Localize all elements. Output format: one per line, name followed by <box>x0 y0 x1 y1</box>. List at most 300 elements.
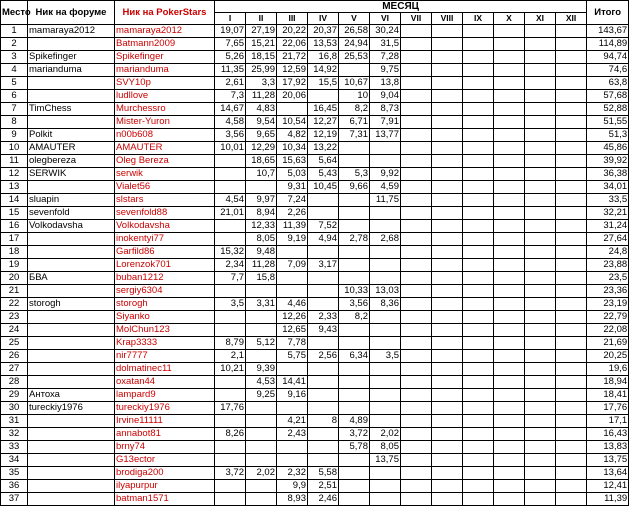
month-1-cell: 2,34 <box>215 259 246 272</box>
month-4-cell <box>308 376 339 389</box>
month-12-cell <box>556 64 587 77</box>
header-total: Итого <box>587 1 629 25</box>
header-month-9: IX <box>463 13 494 25</box>
month-3-cell: 2,32 <box>277 467 308 480</box>
table-row <box>1 103 629 116</box>
month-5-cell: 3,56 <box>339 298 370 311</box>
pokerstars-nick-cell: batman1571 <box>115 493 215 506</box>
month-6-cell <box>370 155 401 168</box>
table-row <box>1 454 629 467</box>
month-8-cell <box>432 207 463 220</box>
total-cell: 24,8 <box>587 246 629 259</box>
month-8-cell <box>432 311 463 324</box>
place-cell: 33 <box>1 441 28 454</box>
month-1-cell <box>215 389 246 402</box>
month-3-cell <box>277 402 308 415</box>
table-row <box>1 376 629 389</box>
month-12-cell <box>556 51 587 64</box>
place-cell: 24 <box>1 324 28 337</box>
month-2-cell: 9,39 <box>246 363 277 376</box>
table-row <box>1 129 629 142</box>
month-6-cell: 9,92 <box>370 168 401 181</box>
pokerstars-nick-cell: brny74 <box>115 441 215 454</box>
month-5-cell: 5,78 <box>339 441 370 454</box>
pokerstars-nick-cell: Batmann2009 <box>115 38 215 51</box>
month-3-cell: 22,06 <box>277 38 308 51</box>
place-cell: 11 <box>1 155 28 168</box>
table-row <box>1 402 629 415</box>
forum-nick-cell: Polkit <box>28 129 115 142</box>
month-2-cell: 12,29 <box>246 142 277 155</box>
month-11-cell <box>525 259 556 272</box>
forum-nick-cell <box>28 415 115 428</box>
month-1-cell: 5,26 <box>215 51 246 64</box>
place-cell: 22 <box>1 298 28 311</box>
total-cell: 20,25 <box>587 350 629 363</box>
forum-nick-cell <box>28 77 115 90</box>
month-10-cell <box>494 51 525 64</box>
month-2-cell: 18,15 <box>246 51 277 64</box>
pokerstars-nick-cell: Irvine11111 <box>115 415 215 428</box>
forum-nick-cell <box>28 480 115 493</box>
pokerstars-nick-cell: oxatan44 <box>115 376 215 389</box>
month-2-cell <box>246 402 277 415</box>
month-4-cell <box>308 298 339 311</box>
header-month-3: III <box>277 13 308 25</box>
month-10-cell <box>494 142 525 155</box>
total-cell: 45,86 <box>587 142 629 155</box>
month-5-cell: 10,67 <box>339 77 370 90</box>
total-cell: 34,01 <box>587 181 629 194</box>
table-row <box>1 389 629 402</box>
total-cell: 13,75 <box>587 454 629 467</box>
table-row <box>1 77 629 90</box>
month-1-cell: 4,54 <box>215 194 246 207</box>
month-11-cell <box>525 25 556 38</box>
month-2-cell: 2,02 <box>246 467 277 480</box>
month-3-cell: 9,9 <box>277 480 308 493</box>
month-4-cell: 2,56 <box>308 350 339 363</box>
total-cell: 39,92 <box>587 155 629 168</box>
month-6-cell: 31,5 <box>370 38 401 51</box>
month-7-cell <box>401 233 432 246</box>
month-7-cell <box>401 467 432 480</box>
month-8-cell <box>432 103 463 116</box>
month-12-cell <box>556 454 587 467</box>
forum-nick-cell <box>28 285 115 298</box>
month-11-cell <box>525 194 556 207</box>
month-3-cell: 9,16 <box>277 389 308 402</box>
table-row <box>1 25 629 38</box>
month-5-cell: 4,89 <box>339 415 370 428</box>
month-8-cell <box>432 246 463 259</box>
month-9-cell <box>463 285 494 298</box>
month-11-cell <box>525 376 556 389</box>
month-8-cell <box>432 324 463 337</box>
month-3-cell: 8,93 <box>277 493 308 506</box>
month-4-cell: 14,92 <box>308 64 339 77</box>
table-row <box>1 168 629 181</box>
month-6-cell <box>370 246 401 259</box>
month-10-cell <box>494 415 525 428</box>
total-cell: 21,69 <box>587 337 629 350</box>
month-8-cell <box>432 389 463 402</box>
month-2-cell <box>246 285 277 298</box>
pokerstars-nick-cell: slstars <box>115 194 215 207</box>
month-11-cell <box>525 90 556 103</box>
month-6-cell <box>370 415 401 428</box>
month-10-cell <box>494 298 525 311</box>
month-8-cell <box>432 129 463 142</box>
month-11-cell <box>525 493 556 506</box>
total-cell: 12,41 <box>587 480 629 493</box>
month-5-cell: 3,72 <box>339 428 370 441</box>
forum-nick-cell <box>28 181 115 194</box>
total-cell: 31,24 <box>587 220 629 233</box>
month-4-cell <box>308 454 339 467</box>
month-12-cell <box>556 441 587 454</box>
month-2-cell: 10,7 <box>246 168 277 181</box>
month-3-cell: 20,22 <box>277 25 308 38</box>
forum-nick-cell: Volkodavsha <box>28 220 115 233</box>
month-2-cell: 5,12 <box>246 337 277 350</box>
place-cell: 18 <box>1 246 28 259</box>
month-6-cell: 7,91 <box>370 116 401 129</box>
month-11-cell <box>525 155 556 168</box>
month-10-cell <box>494 103 525 116</box>
month-9-cell <box>463 324 494 337</box>
month-5-cell <box>339 155 370 168</box>
month-6-cell: 13,03 <box>370 285 401 298</box>
place-cell: 25 <box>1 337 28 350</box>
month-7-cell <box>401 220 432 233</box>
pokerstars-nick-cell: ludllove <box>115 90 215 103</box>
forum-nick-cell <box>28 454 115 467</box>
month-4-cell: 5,43 <box>308 168 339 181</box>
month-10-cell <box>494 350 525 363</box>
month-10-cell <box>494 220 525 233</box>
total-cell: 143,67 <box>587 25 629 38</box>
month-9-cell <box>463 480 494 493</box>
forum-nick-cell: marianduma <box>28 64 115 77</box>
forum-nick-cell <box>28 428 115 441</box>
month-7-cell <box>401 25 432 38</box>
month-4-cell <box>308 194 339 207</box>
month-3-cell: 10,54 <box>277 116 308 129</box>
month-4-cell: 12,27 <box>308 116 339 129</box>
month-5-cell: 2,78 <box>339 233 370 246</box>
table-row <box>1 350 629 363</box>
month-3-cell: 5,03 <box>277 168 308 181</box>
month-5-cell <box>339 246 370 259</box>
forum-nick-cell: mamaraya2012 <box>28 25 115 38</box>
month-9-cell <box>463 272 494 285</box>
month-2-cell: 8,94 <box>246 207 277 220</box>
month-4-cell: 7,52 <box>308 220 339 233</box>
month-5-cell: 5,3 <box>339 168 370 181</box>
forum-nick-cell <box>28 467 115 480</box>
table-row <box>1 363 629 376</box>
month-12-cell <box>556 129 587 142</box>
forum-nick-cell: olegbereza <box>28 155 115 168</box>
month-8-cell <box>432 181 463 194</box>
forum-nick-cell: sluapin <box>28 194 115 207</box>
total-cell: 74,6 <box>587 64 629 77</box>
month-7-cell <box>401 402 432 415</box>
month-4-cell: 2,51 <box>308 480 339 493</box>
month-12-cell <box>556 168 587 181</box>
month-6-cell <box>370 376 401 389</box>
month-9-cell <box>463 220 494 233</box>
month-12-cell <box>556 376 587 389</box>
month-7-cell <box>401 259 432 272</box>
total-cell: 51,55 <box>587 116 629 129</box>
month-7-cell <box>401 116 432 129</box>
month-2-cell: 9,54 <box>246 116 277 129</box>
month-5-cell <box>339 272 370 285</box>
month-4-cell: 16,45 <box>308 103 339 116</box>
total-cell: 36,38 <box>587 168 629 181</box>
month-5-cell <box>339 337 370 350</box>
month-2-cell <box>246 350 277 363</box>
header-month-11: XI <box>525 13 556 25</box>
month-6-cell <box>370 402 401 415</box>
header-month-1: I <box>215 13 246 25</box>
month-10-cell <box>494 25 525 38</box>
table-row <box>1 64 629 77</box>
total-cell: 52,88 <box>587 103 629 116</box>
place-cell: 31 <box>1 415 28 428</box>
month-3-cell: 9,19 <box>277 233 308 246</box>
month-12-cell <box>556 480 587 493</box>
month-8-cell <box>432 64 463 77</box>
month-6-cell: 8,36 <box>370 298 401 311</box>
month-8-cell <box>432 51 463 64</box>
month-10-cell <box>494 272 525 285</box>
total-cell: 94,74 <box>587 51 629 64</box>
month-4-cell <box>308 389 339 402</box>
month-7-cell <box>401 376 432 389</box>
month-8-cell <box>432 285 463 298</box>
month-4-cell <box>308 285 339 298</box>
month-6-cell <box>370 480 401 493</box>
forum-nick-cell: sevenfold <box>28 207 115 220</box>
month-7-cell <box>401 168 432 181</box>
month-7-cell <box>401 77 432 90</box>
month-9-cell <box>463 64 494 77</box>
month-5-cell <box>339 389 370 402</box>
month-12-cell <box>556 25 587 38</box>
forum-nick-cell <box>28 311 115 324</box>
pokerstars-nick-cell: dolmatinec11 <box>115 363 215 376</box>
month-10-cell <box>494 259 525 272</box>
month-11-cell <box>525 64 556 77</box>
table-row <box>1 38 629 51</box>
month-6-cell: 13,77 <box>370 129 401 142</box>
month-4-cell: 16,8 <box>308 51 339 64</box>
month-3-cell: 4,82 <box>277 129 308 142</box>
month-8-cell <box>432 38 463 51</box>
month-1-cell <box>215 168 246 181</box>
month-11-cell <box>525 272 556 285</box>
total-cell: 32,21 <box>587 207 629 220</box>
month-2-cell: 9,65 <box>246 129 277 142</box>
pokerstars-nick-cell: Vialet56 <box>115 181 215 194</box>
month-5-cell: 9,66 <box>339 181 370 194</box>
month-8-cell <box>432 350 463 363</box>
table-row <box>1 116 629 129</box>
month-9-cell <box>463 38 494 51</box>
month-12-cell <box>556 324 587 337</box>
pokerstars-nick-cell: tureckiy1976 <box>115 402 215 415</box>
month-9-cell <box>463 155 494 168</box>
month-10-cell <box>494 337 525 350</box>
month-7-cell <box>401 90 432 103</box>
total-cell: 18,41 <box>587 389 629 402</box>
month-1-cell: 4,58 <box>215 116 246 129</box>
header-place: Место <box>1 1 28 25</box>
table-body <box>1 25 629 506</box>
total-cell: 17,76 <box>587 402 629 415</box>
month-12-cell <box>556 207 587 220</box>
place-cell: 5 <box>1 77 28 90</box>
header-month-12: XII <box>556 13 587 25</box>
table-row <box>1 194 629 207</box>
month-9-cell <box>463 51 494 64</box>
month-7-cell <box>401 337 432 350</box>
place-cell: 1 <box>1 25 28 38</box>
month-9-cell <box>463 350 494 363</box>
month-11-cell <box>525 298 556 311</box>
month-9-cell <box>463 376 494 389</box>
pokerstars-nick-cell: marianduma <box>115 64 215 77</box>
place-cell: 28 <box>1 376 28 389</box>
month-5-cell <box>339 493 370 506</box>
month-8-cell <box>432 116 463 129</box>
month-6-cell <box>370 207 401 220</box>
place-cell: 13 <box>1 181 28 194</box>
month-4-cell: 5,58 <box>308 467 339 480</box>
pokerstars-nick-cell: n00b608 <box>115 129 215 142</box>
month-10-cell <box>494 155 525 168</box>
month-12-cell <box>556 259 587 272</box>
forum-nick-cell: Антоха <box>28 389 115 402</box>
month-1-cell: 7,65 <box>215 38 246 51</box>
month-3-cell: 7,78 <box>277 337 308 350</box>
month-7-cell <box>401 350 432 363</box>
place-cell: 8 <box>1 116 28 129</box>
month-11-cell <box>525 350 556 363</box>
month-1-cell: 3,56 <box>215 129 246 142</box>
month-3-cell: 4,46 <box>277 298 308 311</box>
month-10-cell <box>494 428 525 441</box>
month-4-cell: 15,5 <box>308 77 339 90</box>
month-4-cell: 9,43 <box>308 324 339 337</box>
forum-nick-cell <box>28 441 115 454</box>
place-cell: 4 <box>1 64 28 77</box>
month-7-cell <box>401 389 432 402</box>
month-10-cell <box>494 194 525 207</box>
header-month-5: V <box>339 13 370 25</box>
place-cell: 19 <box>1 259 28 272</box>
month-3-cell <box>277 103 308 116</box>
month-3-cell: 12,59 <box>277 64 308 77</box>
place-cell: 26 <box>1 350 28 363</box>
month-3-cell: 21,72 <box>277 51 308 64</box>
month-2-cell <box>246 415 277 428</box>
month-2-cell <box>246 311 277 324</box>
month-4-cell: 5,64 <box>308 155 339 168</box>
month-12-cell <box>556 428 587 441</box>
pokerstars-nick-cell: storogh <box>115 298 215 311</box>
month-9-cell <box>463 454 494 467</box>
month-8-cell <box>432 415 463 428</box>
forum-nick-cell: tureckiy1976 <box>28 402 115 415</box>
month-7-cell <box>401 246 432 259</box>
month-9-cell <box>463 116 494 129</box>
month-9-cell <box>463 337 494 350</box>
pokerstars-nick-cell: sevenfold88 <box>115 207 215 220</box>
month-6-cell <box>370 272 401 285</box>
month-1-cell: 7,3 <box>215 90 246 103</box>
month-6-cell: 13,8 <box>370 77 401 90</box>
month-11-cell <box>525 233 556 246</box>
month-2-cell: 9,48 <box>246 246 277 259</box>
month-5-cell <box>339 376 370 389</box>
place-cell: 2 <box>1 38 28 51</box>
month-8-cell <box>432 155 463 168</box>
month-4-cell <box>308 90 339 103</box>
month-12-cell <box>556 142 587 155</box>
month-8-cell <box>432 402 463 415</box>
month-10-cell <box>494 402 525 415</box>
month-4-cell: 20,37 <box>308 25 339 38</box>
month-3-cell: 5,75 <box>277 350 308 363</box>
place-cell: 20 <box>1 272 28 285</box>
month-11-cell <box>525 181 556 194</box>
forum-nick-cell <box>28 337 115 350</box>
month-11-cell <box>525 415 556 428</box>
month-1-cell: 8,26 <box>215 428 246 441</box>
month-1-cell <box>215 441 246 454</box>
forum-nick-cell <box>28 116 115 129</box>
month-3-cell <box>277 246 308 259</box>
month-12-cell <box>556 285 587 298</box>
pokerstars-nick-cell: MolChun123 <box>115 324 215 337</box>
forum-nick-cell: Spikefinger <box>28 51 115 64</box>
month-10-cell <box>494 38 525 51</box>
month-5-cell <box>339 220 370 233</box>
total-cell: 13,64 <box>587 467 629 480</box>
month-7-cell <box>401 324 432 337</box>
place-cell: 14 <box>1 194 28 207</box>
month-5-cell <box>339 467 370 480</box>
month-6-cell <box>370 363 401 376</box>
month-6-cell: 13,75 <box>370 454 401 467</box>
month-2-cell: 9,97 <box>246 194 277 207</box>
month-6-cell: 30,24 <box>370 25 401 38</box>
month-5-cell: 25,53 <box>339 51 370 64</box>
month-11-cell <box>525 441 556 454</box>
month-11-cell <box>525 77 556 90</box>
month-3-cell <box>277 285 308 298</box>
month-12-cell <box>556 233 587 246</box>
month-5-cell <box>339 324 370 337</box>
month-7-cell <box>401 363 432 376</box>
forum-nick-cell <box>28 363 115 376</box>
header-month-2: II <box>246 13 277 25</box>
month-7-cell <box>401 155 432 168</box>
